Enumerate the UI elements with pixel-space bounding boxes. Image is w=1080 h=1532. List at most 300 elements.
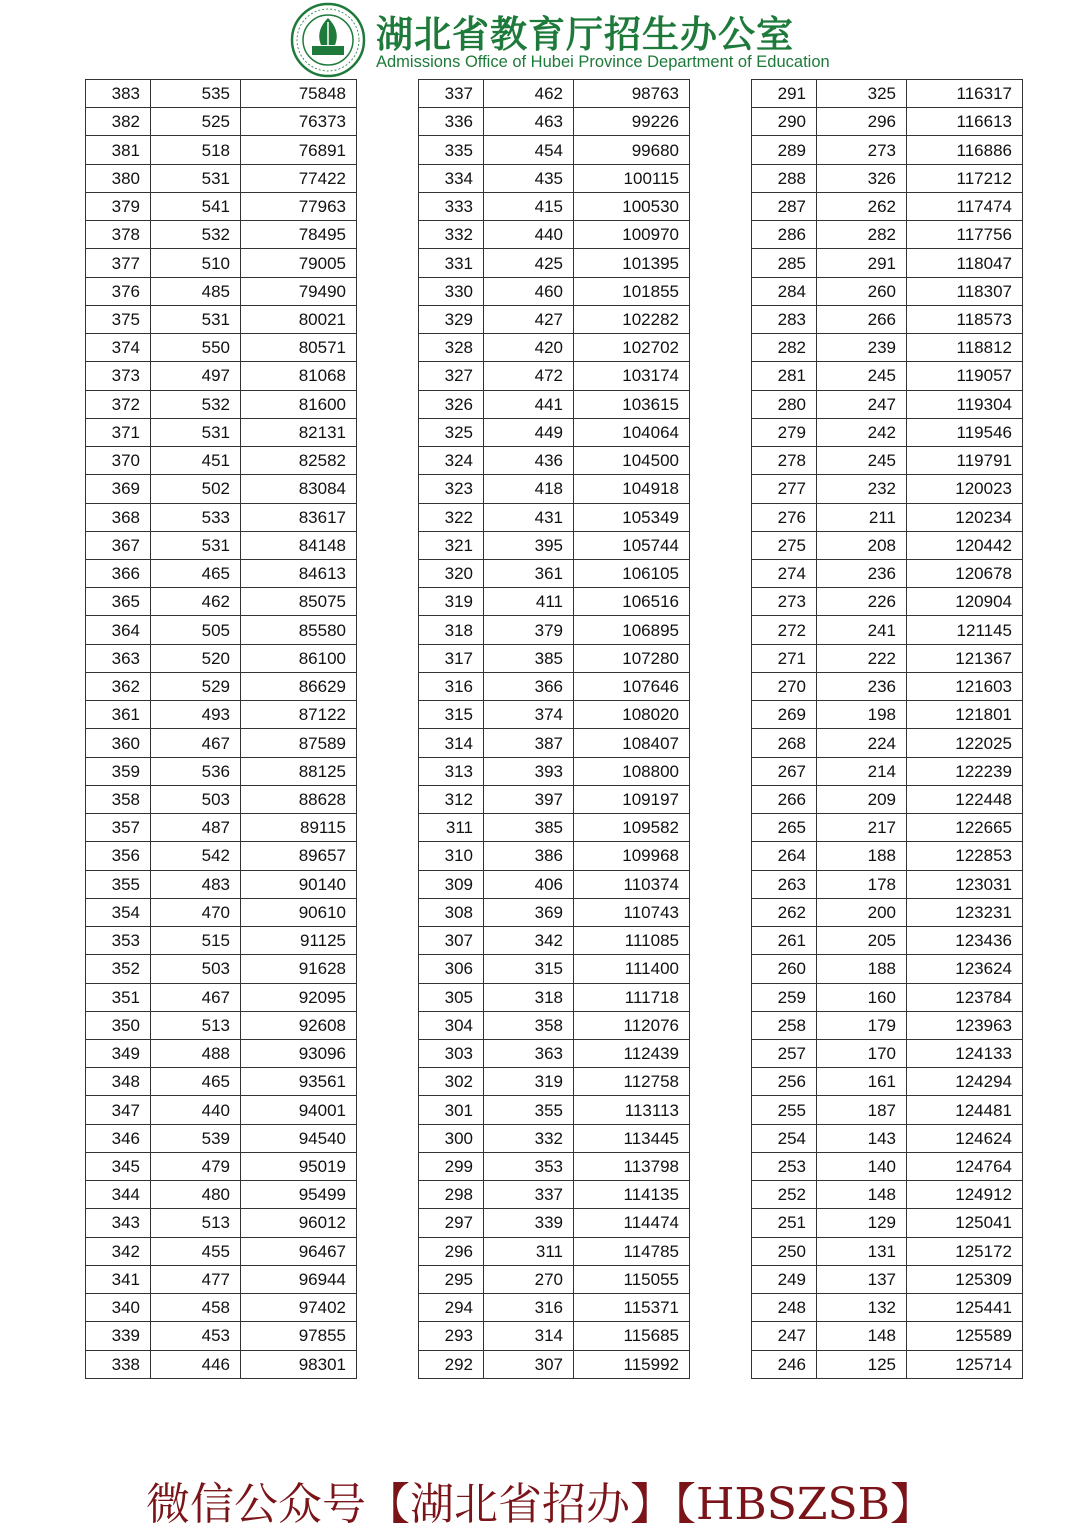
cumulative-cell: 97855 xyxy=(241,1322,357,1350)
table-row xyxy=(419,531,690,559)
table-row xyxy=(419,192,690,220)
table-row xyxy=(419,870,690,898)
count-cell: 493 xyxy=(151,701,241,729)
count-cell: 355 xyxy=(484,1096,574,1124)
table-row xyxy=(752,814,1023,842)
cumulative-cell: 106105 xyxy=(574,559,690,587)
cumulative-cell: 100970 xyxy=(574,221,690,249)
count-cell: 160 xyxy=(817,983,907,1011)
score-cell: 267 xyxy=(752,757,817,785)
cumulative-cell: 123436 xyxy=(907,927,1023,955)
table-row xyxy=(752,1039,1023,1067)
cumulative-cell: 110743 xyxy=(574,898,690,926)
score-cell: 249 xyxy=(752,1265,817,1293)
table-row xyxy=(419,898,690,926)
count-cell: 179 xyxy=(817,1011,907,1039)
count-cell: 513 xyxy=(151,1209,241,1237)
count-cell: 270 xyxy=(484,1265,574,1293)
score-cell: 309 xyxy=(419,870,484,898)
count-cell: 435 xyxy=(484,164,574,192)
count-cell: 487 xyxy=(151,814,241,842)
count-cell: 385 xyxy=(484,814,574,842)
cumulative-cell: 121801 xyxy=(907,701,1023,729)
count-cell: 488 xyxy=(151,1039,241,1067)
table-row xyxy=(752,1096,1023,1124)
cumulative-cell: 111085 xyxy=(574,927,690,955)
score-cell: 350 xyxy=(86,1011,151,1039)
cumulative-cell: 125309 xyxy=(907,1265,1023,1293)
table-row xyxy=(752,1209,1023,1237)
table-row xyxy=(752,418,1023,446)
table-row xyxy=(419,503,690,531)
score-cell: 278 xyxy=(752,447,817,475)
score-cell: 306 xyxy=(419,955,484,983)
count-cell: 462 xyxy=(151,588,241,616)
table-row xyxy=(86,108,357,136)
count-cell: 316 xyxy=(484,1294,574,1322)
cumulative-cell: 88628 xyxy=(241,785,357,813)
count-cell: 188 xyxy=(817,842,907,870)
table-row xyxy=(752,1294,1023,1322)
score-cell: 308 xyxy=(419,898,484,926)
count-cell: 236 xyxy=(817,672,907,700)
cumulative-cell: 105744 xyxy=(574,531,690,559)
cumulative-cell: 102702 xyxy=(574,334,690,362)
table-row xyxy=(752,757,1023,785)
score-cell: 334 xyxy=(419,164,484,192)
table-row xyxy=(86,1039,357,1067)
count-cell: 337 xyxy=(484,1181,574,1209)
cumulative-cell: 97402 xyxy=(241,1294,357,1322)
cumulative-cell: 118573 xyxy=(907,305,1023,333)
score-cell: 318 xyxy=(419,616,484,644)
score-cell: 302 xyxy=(419,1068,484,1096)
table-row xyxy=(752,785,1023,813)
cumulative-cell: 125714 xyxy=(907,1350,1023,1378)
cumulative-cell: 106895 xyxy=(574,616,690,644)
cumulative-cell: 116886 xyxy=(907,136,1023,164)
score-cell: 375 xyxy=(86,305,151,333)
count-cell: 245 xyxy=(817,362,907,390)
cumulative-cell: 114135 xyxy=(574,1181,690,1209)
count-cell: 515 xyxy=(151,927,241,955)
table-row xyxy=(86,983,357,1011)
score-cell: 248 xyxy=(752,1294,817,1322)
count-cell: 425 xyxy=(484,249,574,277)
score-cell: 285 xyxy=(752,249,817,277)
cumulative-cell: 80571 xyxy=(241,334,357,362)
cumulative-cell: 84613 xyxy=(241,559,357,587)
cumulative-cell: 121603 xyxy=(907,672,1023,700)
cumulative-cell: 115685 xyxy=(574,1322,690,1350)
score-cell: 253 xyxy=(752,1152,817,1180)
table-row xyxy=(752,588,1023,616)
count-cell: 366 xyxy=(484,672,574,700)
cumulative-cell: 123231 xyxy=(907,898,1023,926)
score-cell: 374 xyxy=(86,334,151,362)
count-cell: 525 xyxy=(151,108,241,136)
count-cell: 503 xyxy=(151,955,241,983)
cumulative-cell: 111400 xyxy=(574,955,690,983)
score-cell: 317 xyxy=(419,644,484,672)
table-row xyxy=(86,870,357,898)
count-cell: 427 xyxy=(484,305,574,333)
count-cell: 533 xyxy=(151,503,241,531)
cumulative-cell: 124764 xyxy=(907,1152,1023,1180)
cumulative-cell: 115992 xyxy=(574,1350,690,1378)
table-row xyxy=(419,362,690,390)
table-row xyxy=(419,277,690,305)
table-row xyxy=(752,80,1023,108)
count-cell: 211 xyxy=(817,503,907,531)
table-row xyxy=(86,842,357,870)
page-header xyxy=(290,2,830,76)
table-row xyxy=(752,390,1023,418)
count-cell: 411 xyxy=(484,588,574,616)
count-cell: 125 xyxy=(817,1350,907,1378)
count-cell: 208 xyxy=(817,531,907,559)
table-row xyxy=(419,390,690,418)
table-row xyxy=(419,1350,690,1378)
count-cell: 332 xyxy=(484,1124,574,1152)
score-cell: 329 xyxy=(419,305,484,333)
score-cell: 359 xyxy=(86,757,151,785)
table-row xyxy=(419,221,690,249)
cumulative-cell: 121367 xyxy=(907,644,1023,672)
table-row xyxy=(419,1039,690,1067)
score-cell: 349 xyxy=(86,1039,151,1067)
count-cell: 502 xyxy=(151,475,241,503)
score-cell: 257 xyxy=(752,1039,817,1067)
score-cell: 341 xyxy=(86,1265,151,1293)
count-cell: 239 xyxy=(817,334,907,362)
count-cell: 242 xyxy=(817,418,907,446)
count-cell: 470 xyxy=(151,898,241,926)
table-row xyxy=(419,1096,690,1124)
cumulative-cell: 119304 xyxy=(907,390,1023,418)
score-cell: 291 xyxy=(752,80,817,108)
count-cell: 214 xyxy=(817,757,907,785)
count-cell: 458 xyxy=(151,1294,241,1322)
table-row xyxy=(752,1350,1023,1378)
count-cell: 200 xyxy=(817,898,907,926)
score-cell: 325 xyxy=(419,418,484,446)
cumulative-cell: 77422 xyxy=(241,164,357,192)
cumulative-cell: 88125 xyxy=(241,757,357,785)
table-row xyxy=(86,814,357,842)
cumulative-cell: 123784 xyxy=(907,983,1023,1011)
cumulative-cell: 98301 xyxy=(241,1350,357,1378)
count-cell: 148 xyxy=(817,1322,907,1350)
footer-wechat-notice: 微信公众号【湖北省招办】【HBSZSB】 xyxy=(146,1479,934,1530)
cumulative-cell: 125041 xyxy=(907,1209,1023,1237)
table-row xyxy=(419,164,690,192)
table-row xyxy=(752,1265,1023,1293)
count-cell: 467 xyxy=(151,729,241,757)
table-row xyxy=(86,1181,357,1209)
count-cell: 374 xyxy=(484,701,574,729)
count-cell: 291 xyxy=(817,249,907,277)
score-cell: 338 xyxy=(86,1350,151,1378)
count-cell: 477 xyxy=(151,1265,241,1293)
cumulative-cell: 119791 xyxy=(907,447,1023,475)
table-row xyxy=(419,1152,690,1180)
count-cell: 467 xyxy=(151,983,241,1011)
header-title-chinese: 湖北省教育厅招生办公室 xyxy=(376,13,794,56)
count-cell: 222 xyxy=(817,644,907,672)
cumulative-cell: 104918 xyxy=(574,475,690,503)
table-row xyxy=(419,672,690,700)
score-cell: 365 xyxy=(86,588,151,616)
score-cell: 372 xyxy=(86,390,151,418)
score-cell: 252 xyxy=(752,1181,817,1209)
score-cell: 362 xyxy=(86,672,151,700)
count-cell: 282 xyxy=(817,221,907,249)
cumulative-cell: 122239 xyxy=(907,757,1023,785)
count-cell: 406 xyxy=(484,870,574,898)
score-cell: 377 xyxy=(86,249,151,277)
cumulative-cell: 103174 xyxy=(574,362,690,390)
count-cell: 369 xyxy=(484,898,574,926)
table-row xyxy=(86,1068,357,1096)
count-cell: 418 xyxy=(484,475,574,503)
score-cell: 335 xyxy=(419,136,484,164)
table-row xyxy=(752,559,1023,587)
table-row xyxy=(86,1294,357,1322)
cumulative-cell: 96012 xyxy=(241,1209,357,1237)
count-cell: 387 xyxy=(484,729,574,757)
count-cell: 247 xyxy=(817,390,907,418)
cumulative-cell: 101855 xyxy=(574,277,690,305)
count-cell: 262 xyxy=(817,192,907,220)
table-row xyxy=(419,475,690,503)
count-cell: 472 xyxy=(484,362,574,390)
table-row xyxy=(419,136,690,164)
score-cell: 298 xyxy=(419,1181,484,1209)
score-cell: 264 xyxy=(752,842,817,870)
score-cell: 289 xyxy=(752,136,817,164)
count-cell: 503 xyxy=(151,785,241,813)
count-cell: 485 xyxy=(151,277,241,305)
score-cell: 261 xyxy=(752,927,817,955)
score-cell: 367 xyxy=(86,531,151,559)
cumulative-cell: 89115 xyxy=(241,814,357,842)
table-row xyxy=(752,221,1023,249)
table-row xyxy=(419,644,690,672)
cumulative-cell: 81068 xyxy=(241,362,357,390)
table-row xyxy=(86,1350,357,1378)
score-cell: 331 xyxy=(419,249,484,277)
score-cell: 364 xyxy=(86,616,151,644)
table-row xyxy=(419,1181,690,1209)
table-row xyxy=(752,729,1023,757)
table-row xyxy=(419,1209,690,1237)
count-cell: 531 xyxy=(151,418,241,446)
score-cell: 269 xyxy=(752,701,817,729)
score-cell: 373 xyxy=(86,362,151,390)
table-row xyxy=(752,898,1023,926)
score-table-1 xyxy=(85,79,357,1379)
cumulative-cell: 110374 xyxy=(574,870,690,898)
table-row xyxy=(752,249,1023,277)
cumulative-cell: 80021 xyxy=(241,305,357,333)
cumulative-cell: 85580 xyxy=(241,616,357,644)
count-cell: 311 xyxy=(484,1237,574,1265)
score-cell: 344 xyxy=(86,1181,151,1209)
count-cell: 137 xyxy=(817,1265,907,1293)
count-cell: 463 xyxy=(484,108,574,136)
score-cell: 339 xyxy=(86,1322,151,1350)
count-cell: 536 xyxy=(151,757,241,785)
table-row xyxy=(752,362,1023,390)
table-row xyxy=(419,108,690,136)
count-cell: 462 xyxy=(484,80,574,108)
cumulative-cell: 95499 xyxy=(241,1181,357,1209)
count-cell: 342 xyxy=(484,927,574,955)
score-cell: 301 xyxy=(419,1096,484,1124)
score-cell: 354 xyxy=(86,898,151,926)
count-cell: 241 xyxy=(817,616,907,644)
count-cell: 510 xyxy=(151,249,241,277)
count-cell: 307 xyxy=(484,1350,574,1378)
count-cell: 339 xyxy=(484,1209,574,1237)
cumulative-cell: 82131 xyxy=(241,418,357,446)
score-cell: 305 xyxy=(419,983,484,1011)
table-row xyxy=(86,192,357,220)
table-row xyxy=(419,559,690,587)
cumulative-cell: 115055 xyxy=(574,1265,690,1293)
cumulative-cell: 124133 xyxy=(907,1039,1023,1067)
score-cell: 323 xyxy=(419,475,484,503)
cumulative-cell: 79005 xyxy=(241,249,357,277)
cumulative-cell: 101395 xyxy=(574,249,690,277)
table-row xyxy=(419,1265,690,1293)
table-row xyxy=(419,447,690,475)
cumulative-cell: 118307 xyxy=(907,277,1023,305)
count-cell: 520 xyxy=(151,644,241,672)
table-row xyxy=(86,1152,357,1180)
cumulative-cell: 116613 xyxy=(907,108,1023,136)
table-row xyxy=(752,955,1023,983)
table-row xyxy=(752,1124,1023,1152)
score-cell: 369 xyxy=(86,475,151,503)
cumulative-cell: 119057 xyxy=(907,362,1023,390)
count-cell: 205 xyxy=(817,927,907,955)
count-cell: 505 xyxy=(151,616,241,644)
score-cell: 280 xyxy=(752,390,817,418)
count-cell: 170 xyxy=(817,1039,907,1067)
count-cell: 315 xyxy=(484,955,574,983)
table-row xyxy=(86,644,357,672)
cumulative-cell: 113798 xyxy=(574,1152,690,1180)
count-cell: 187 xyxy=(817,1096,907,1124)
cumulative-cell: 124481 xyxy=(907,1096,1023,1124)
table-row xyxy=(419,80,690,108)
count-cell: 361 xyxy=(484,559,574,587)
count-cell: 236 xyxy=(817,559,907,587)
cumulative-cell: 125441 xyxy=(907,1294,1023,1322)
cumulative-cell: 76373 xyxy=(241,108,357,136)
cumulative-cell: 92608 xyxy=(241,1011,357,1039)
table-row xyxy=(752,644,1023,672)
score-cell: 352 xyxy=(86,955,151,983)
table-row xyxy=(752,1322,1023,1350)
table-row xyxy=(86,1011,357,1039)
count-cell: 513 xyxy=(151,1011,241,1039)
count-cell: 224 xyxy=(817,729,907,757)
score-cell: 351 xyxy=(86,983,151,1011)
table-row xyxy=(752,1068,1023,1096)
cumulative-cell: 124624 xyxy=(907,1124,1023,1152)
score-cell: 251 xyxy=(752,1209,817,1237)
table-row xyxy=(86,531,357,559)
cumulative-cell: 120904 xyxy=(907,588,1023,616)
count-cell: 415 xyxy=(484,192,574,220)
cumulative-cell: 83084 xyxy=(241,475,357,503)
cumulative-cell: 123963 xyxy=(907,1011,1023,1039)
score-cell: 337 xyxy=(419,80,484,108)
score-cell: 383 xyxy=(86,80,151,108)
score-cell: 366 xyxy=(86,559,151,587)
count-cell: 226 xyxy=(817,588,907,616)
table-row xyxy=(86,362,357,390)
table-row xyxy=(86,249,357,277)
count-cell: 497 xyxy=(151,362,241,390)
count-cell: 358 xyxy=(484,1011,574,1039)
count-cell: 455 xyxy=(151,1237,241,1265)
cumulative-cell: 117756 xyxy=(907,221,1023,249)
score-cell: 336 xyxy=(419,108,484,136)
score-cell: 307 xyxy=(419,927,484,955)
cumulative-cell: 90140 xyxy=(241,870,357,898)
table-row xyxy=(86,164,357,192)
score-cell: 271 xyxy=(752,644,817,672)
cumulative-cell: 123031 xyxy=(907,870,1023,898)
count-cell: 535 xyxy=(151,80,241,108)
cumulative-cell: 120023 xyxy=(907,475,1023,503)
table-row xyxy=(752,701,1023,729)
score-cell: 295 xyxy=(419,1265,484,1293)
count-cell: 541 xyxy=(151,192,241,220)
count-cell: 266 xyxy=(817,305,907,333)
cumulative-cell: 113445 xyxy=(574,1124,690,1152)
count-cell: 465 xyxy=(151,1068,241,1096)
cumulative-cell: 77963 xyxy=(241,192,357,220)
cumulative-cell: 91125 xyxy=(241,927,357,955)
table-row xyxy=(419,1011,690,1039)
count-cell: 532 xyxy=(151,390,241,418)
score-cell: 247 xyxy=(752,1322,817,1350)
score-cell: 319 xyxy=(419,588,484,616)
table-row xyxy=(419,249,690,277)
count-cell: 518 xyxy=(151,136,241,164)
table-row xyxy=(86,1265,357,1293)
count-cell: 436 xyxy=(484,447,574,475)
cumulative-cell: 105349 xyxy=(574,503,690,531)
count-cell: 386 xyxy=(484,842,574,870)
cumulative-cell: 122025 xyxy=(907,729,1023,757)
table-row xyxy=(419,983,690,1011)
table-row xyxy=(752,277,1023,305)
score-cell: 282 xyxy=(752,334,817,362)
cumulative-cell: 94001 xyxy=(241,1096,357,1124)
score-cell: 370 xyxy=(86,447,151,475)
table-row xyxy=(86,927,357,955)
cumulative-cell: 96944 xyxy=(241,1265,357,1293)
table-row xyxy=(86,1209,357,1237)
table-row xyxy=(419,842,690,870)
cumulative-cell: 102282 xyxy=(574,305,690,333)
